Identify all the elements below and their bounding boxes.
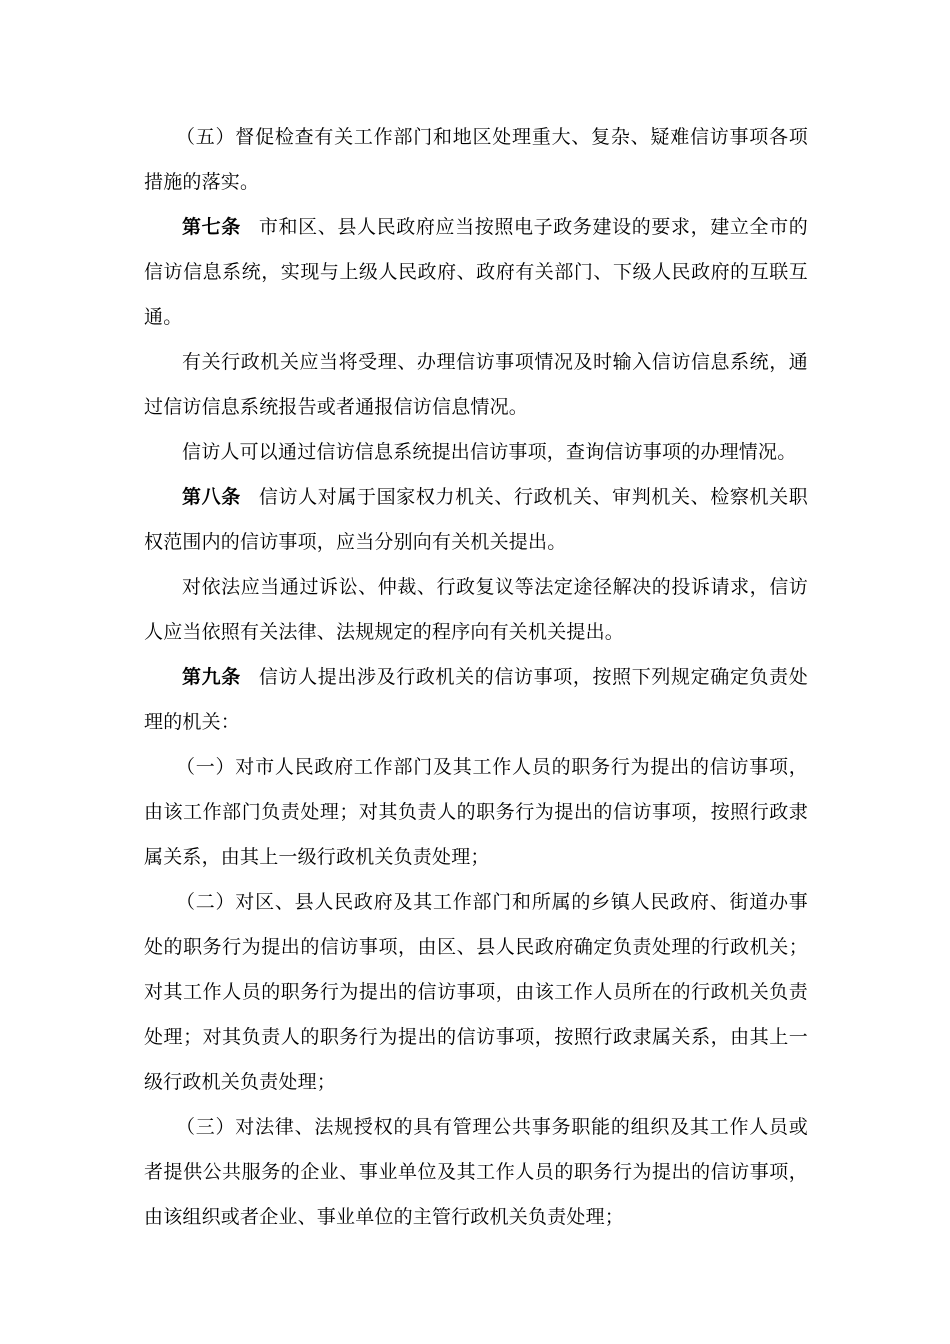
- paragraph-text: （一）对市人民政府工作部门及其工作人员的职务行为提出的信访事项，由该工作部门负责处理；对其负责人的职务行为提出的信访事项，按照行政隶属关系，由其上一级行政机关负责处理；: [144, 756, 808, 868]
- document-body: [144, 115, 808, 1240]
- paragraph-text: （三）对法律、法规授权的具有管理公共事务职能的组织及其工作人员或者提供公共服务的企业、事业单位及其工作人员的职务行为提出的信访事项，由该组织或者企业、事业单位的主管行政机关负责处理；: [144, 1116, 808, 1228]
- article-9-item-1: [144, 745, 808, 880]
- paragraph-text: 信访人对属于国家权力机关、行政机关、审判机关、检察机关职权范围内的信访事项，应当分别向有关机关提出。: [144, 486, 808, 553]
- paragraph-text: 信访人提出涉及行政机关的信访事项，按照下列规定确定负责处理的机关：: [144, 666, 808, 733]
- paragraph-text: 有关行政机关应当将受理、办理信访事项情况及时输入信访信息系统，通过信访信息系统报告或者通报信访信息情况。: [144, 351, 808, 418]
- article-7: [144, 205, 808, 340]
- article-7-paragraph-3: [144, 430, 808, 475]
- article-9-item-3: [144, 1105, 808, 1240]
- article-heading: 第八条: [182, 486, 241, 508]
- article-heading: 第九条: [182, 666, 241, 688]
- paragraph-text: 市和区、县人民政府应当按照电子政务建设的要求，建立全市的信访信息系统，实现与上级人民政府、政府有关部门、下级人民政府的互联互通。: [144, 216, 808, 328]
- paragraph-item-5: [144, 115, 808, 205]
- paragraph-text: 对依法应当通过诉讼、仲裁、行政复议等法定途径解决的投诉请求，信访人应当依照有关法律、法规规定的程序向有关机关提出。: [144, 576, 808, 643]
- article-8-paragraph-2: [144, 565, 808, 655]
- article-9-item-2: [144, 880, 808, 1105]
- article-7-paragraph-2: [144, 340, 808, 430]
- article-8: [144, 475, 808, 565]
- paragraph-text: （二）对区、县人民政府及其工作部门和所属的乡镇人民政府、街道办事处的职务行为提出的信访事项，由区、县人民政府确定负责处理的行政机关；对其工作人员的职务行为提出的信访事项，由该工作人员所在的行政机关负责处理；对其负责人的职务行为提出的信访事项，按照行政隶属关系，由其上一级行政机关负责处理；: [144, 891, 808, 1093]
- article-9: [144, 655, 808, 745]
- paragraph-text: 信访人可以通过信访信息系统提出信访事项，查询信访事项的办理情况。: [182, 441, 797, 463]
- paragraph-text: （五）督促检查有关工作部门和地区处理重大、复杂、疑难信访事项各项措施的落实。: [144, 126, 808, 193]
- article-heading: 第七条: [182, 216, 241, 238]
